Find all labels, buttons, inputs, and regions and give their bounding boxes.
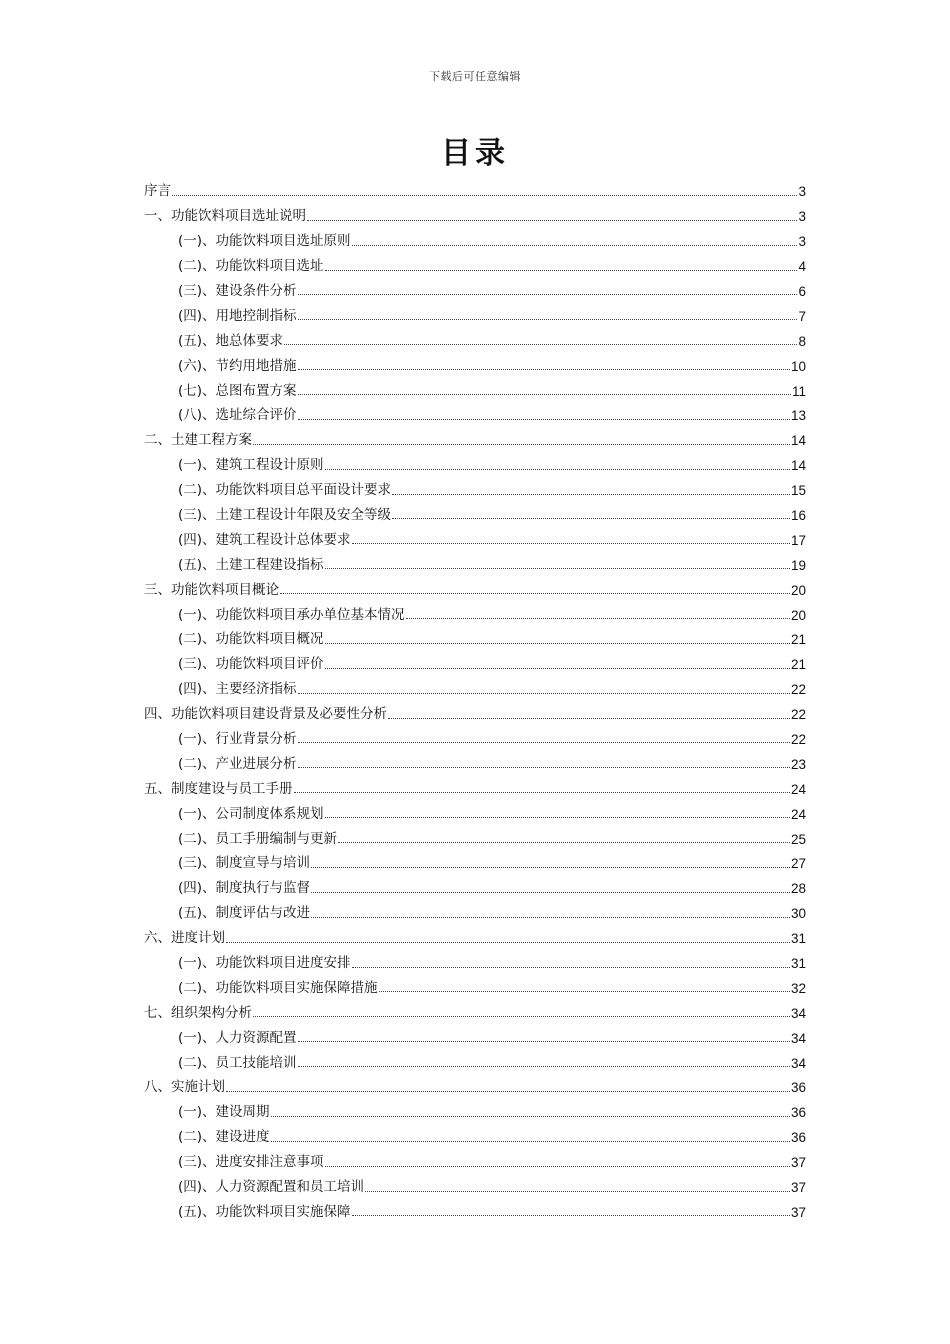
toc-entry-label: (二)、功能饮料项目实施保障措施: [178, 979, 378, 996]
dot-leader: [392, 493, 790, 495]
toc-entry[interactable]: [144, 423, 806, 448]
toc-entry-page: 36: [790, 1105, 806, 1121]
toc-entry-label: (四)、用地控制指标: [178, 307, 297, 324]
toc-entry-label: (七)、总图布置方案: [178, 382, 297, 399]
toc-entry-label: (六)、节约用地措施: [178, 357, 297, 374]
dot-leader: [406, 617, 790, 619]
toc-entry-label: (五)、制度评估与改进: [178, 905, 311, 922]
toc-entry[interactable]: [144, 1195, 806, 1220]
dot-leader: [298, 766, 790, 768]
toc-entry-label: (二)、产业进展分析: [178, 755, 297, 772]
toc-entry-label: 三、功能饮料项目概论: [144, 581, 279, 598]
dot-leader: [253, 1015, 790, 1017]
dot-leader: [311, 891, 790, 893]
toc-entry[interactable]: [144, 448, 806, 473]
toc-entry[interactable]: [144, 722, 806, 747]
toc-entry-page: 8: [798, 333, 806, 349]
toc-entry[interactable]: [144, 647, 806, 672]
toc-entry-label: (二)、功能饮料项目概况: [178, 631, 324, 648]
toc-entry-label: (二)、员工技能培训: [178, 1054, 297, 1071]
toc-entry[interactable]: [144, 896, 806, 921]
toc-entry[interactable]: [144, 199, 806, 224]
toc-entry[interactable]: [144, 672, 806, 697]
toc-entry[interactable]: [144, 1020, 806, 1045]
dot-leader: [307, 219, 797, 221]
dot-leader: [388, 717, 790, 719]
toc-entry-page: 37: [790, 1155, 806, 1171]
toc-entry-label: 八、实施计划: [144, 1079, 225, 1096]
toc-entry-page: 32: [790, 980, 806, 996]
table-of-contents: [144, 174, 806, 1219]
dot-leader: [298, 393, 791, 395]
toc-entry-page: 24: [790, 806, 806, 822]
toc-entry-label: (一)、建设周期: [178, 1104, 270, 1121]
dot-leader: [325, 667, 790, 669]
toc-entry[interactable]: [144, 995, 806, 1020]
toc-entry-page: 15: [790, 483, 806, 499]
header-note: 下载后可任意编辑: [429, 70, 521, 83]
dot-leader: [284, 343, 797, 345]
toc-entry-page: 34: [790, 1030, 806, 1046]
dot-leader: [325, 816, 790, 818]
toc-entry[interactable]: [144, 298, 806, 323]
toc-entry-page: 16: [790, 507, 806, 523]
toc-entry-label: (三)、功能饮料项目评价: [178, 656, 324, 673]
toc-entry-label: (四)、人力资源配置和员工培训: [178, 1179, 365, 1196]
dot-leader: [325, 642, 790, 644]
toc-entry-label: (二)、功能饮料项目总平面设计要求: [178, 482, 392, 499]
dot-leader: [325, 1165, 790, 1167]
dot-leader: [298, 418, 790, 420]
toc-entry-label: 七、组织架构分析: [144, 1004, 252, 1021]
toc-entry[interactable]: [144, 547, 806, 572]
toc-entry-page: 14: [790, 433, 806, 449]
toc-entry[interactable]: [144, 1170, 806, 1195]
toc-entry-label: (五)、土建工程建设指标: [178, 556, 324, 573]
toc-entry-label: (一)、建筑工程设计原则: [178, 457, 324, 474]
dot-leader: [294, 791, 790, 793]
dot-leader: [298, 318, 798, 320]
dot-leader: [298, 1065, 790, 1067]
toc-entry-page: 21: [790, 632, 806, 648]
toc-entry[interactable]: [144, 1095, 806, 1120]
dot-leader: [311, 866, 790, 868]
toc-entry-label: (三)、进度安排注意事项: [178, 1154, 324, 1171]
toc-entry-label: (一)、功能饮料项目进度安排: [178, 955, 351, 971]
toc-entry-page: 20: [790, 582, 806, 598]
dot-leader: [392, 517, 790, 519]
toc-entry-label: (二)、功能饮料项目选址: [178, 258, 324, 275]
toc-entry[interactable]: [144, 697, 806, 722]
toc-entry-page: 22: [790, 707, 806, 723]
toc-entry-page: 3: [798, 209, 806, 225]
toc-entry-label: (一)、人力资源配置: [178, 1029, 297, 1046]
toc-entry[interactable]: [144, 821, 806, 846]
toc-entry-label: (二)、员工手册编制与更新: [178, 830, 338, 847]
toc-entry-page: 37: [790, 1180, 806, 1196]
dot-leader: [298, 293, 798, 295]
dot-leader: [298, 692, 790, 694]
toc-entry-label: (二)、建设进度: [178, 1129, 270, 1146]
toc-entry-page: 36: [790, 1080, 806, 1096]
toc-entry-label: (五)、地总体要求: [178, 332, 284, 349]
toc-entry-page: 7: [798, 308, 806, 324]
toc-entry-label: (三)、土建工程设计年限及安全等级: [178, 506, 392, 523]
toc-entry-page: 23: [790, 756, 806, 772]
toc-entry-label: 五、制度建设与员工手册: [144, 780, 293, 797]
dot-leader: [271, 1115, 790, 1117]
toc-entry[interactable]: [144, 1045, 806, 1070]
toc-entry-page: 11: [791, 383, 806, 399]
dot-leader: [352, 1214, 790, 1216]
dot-leader: [298, 368, 790, 370]
dot-leader: [226, 941, 790, 943]
toc-entry-page: 30: [790, 906, 806, 922]
toc-entry-label: (三)、制度宣导与培训: [178, 855, 311, 872]
dot-leader: [311, 916, 790, 918]
toc-entry-label: 四、功能饮料项目建设背景及必要性分析: [144, 706, 387, 723]
toc-entry[interactable]: [144, 522, 806, 547]
toc-entry[interactable]: [144, 597, 806, 622]
dot-leader: [379, 990, 790, 992]
toc-entry-label: (四)、建筑工程设计总体要求: [178, 531, 351, 548]
toc-entry[interactable]: [144, 323, 806, 348]
toc-entry-page: 10: [790, 358, 806, 374]
toc-entry-label: 六、进度计划: [144, 930, 225, 947]
toc-entry[interactable]: [144, 398, 806, 423]
toc-entry-page: 21: [790, 657, 806, 673]
toc-entry-label: (四)、主要经济指标: [178, 681, 297, 698]
toc-entry[interactable]: [144, 771, 806, 796]
toc-entry-label: 二、土建工程方案: [144, 432, 252, 449]
toc-entry-page: 34: [790, 1055, 806, 1071]
dot-leader: [298, 1040, 790, 1042]
dot-leader: [352, 244, 798, 246]
dot-leader: [325, 269, 798, 271]
dot-leader: [338, 841, 790, 843]
toc-entry-label: (一)、功能饮料项目选址原则: [178, 233, 351, 250]
dot-leader: [253, 443, 790, 445]
toc-entry-page: 36: [790, 1130, 806, 1146]
dot-leader: [352, 966, 790, 968]
toc-entry-page: 24: [790, 781, 806, 797]
toc-entry-label: 序言: [144, 183, 171, 200]
toc-entry[interactable]: [144, 373, 806, 398]
toc-entry[interactable]: [144, 249, 806, 274]
toc-entry[interactable]: [144, 473, 806, 498]
toc-entry[interactable]: [144, 796, 806, 821]
dot-leader: [352, 542, 790, 544]
toc-entry-label: (一)、公司制度体系规划: [178, 805, 324, 822]
toc-entry-label: (三)、建设条件分析: [178, 282, 297, 299]
toc-entry-page: 27: [790, 856, 806, 872]
toc-entry-page: 17: [790, 532, 806, 548]
toc-entry-page: 31: [790, 956, 806, 971]
toc-title: 目录: [441, 136, 509, 171]
toc-entry[interactable]: [144, 572, 806, 597]
toc-entry[interactable]: [144, 498, 806, 523]
toc-entry-page: 22: [790, 731, 806, 747]
toc-entry-label: 一、功能饮料项目选址说明: [144, 208, 306, 225]
dot-leader: [172, 194, 797, 196]
toc-entry-label: (五)、功能饮料项目实施保障: [178, 1203, 351, 1220]
toc-entry[interactable]: [144, 1070, 806, 1095]
toc-entry-page: 22: [790, 682, 806, 698]
toc-entry-page: 3: [798, 184, 806, 200]
toc-entry[interactable]: [144, 846, 806, 871]
dot-leader: [226, 1090, 790, 1092]
toc-entry[interactable]: [144, 174, 806, 199]
toc-entry-page: 34: [790, 1005, 806, 1021]
toc-entry-page: 3: [798, 234, 806, 250]
toc-entry-page: 28: [790, 881, 806, 897]
toc-entry[interactable]: [144, 971, 806, 996]
toc-entry-page: 13: [790, 408, 806, 424]
dot-leader: [271, 1140, 790, 1142]
toc-entry-page: 4: [798, 259, 806, 275]
toc-entry-label: (八)、选址综合评价: [178, 407, 297, 424]
toc-entry-page: 6: [798, 283, 806, 299]
toc-entry-page: 31: [790, 931, 806, 947]
toc-entry-page: 37: [790, 1204, 806, 1220]
toc-entry-page: 14: [790, 458, 806, 474]
toc-entry[interactable]: [144, 871, 806, 896]
toc-entry[interactable]: [144, 622, 806, 647]
dot-leader: [325, 567, 790, 569]
toc-entry[interactable]: [144, 1145, 806, 1170]
toc-entry-page: 20: [790, 607, 806, 623]
dot-leader: [280, 592, 790, 594]
toc-entry-page: 25: [790, 831, 806, 847]
toc-entry[interactable]: [144, 224, 806, 249]
dot-leader: [365, 1190, 790, 1192]
toc-entry[interactable]: [144, 746, 806, 771]
toc-entry-label: (一)、行业背景分析: [178, 730, 297, 747]
toc-entry[interactable]: [144, 921, 806, 946]
toc-entry[interactable]: [144, 274, 806, 299]
toc-entry[interactable]: [144, 946, 806, 971]
toc-entry[interactable]: [144, 1120, 806, 1145]
dot-leader: [325, 468, 790, 470]
toc-entry-label: (四)、制度执行与监督: [178, 880, 311, 897]
toc-entry[interactable]: [144, 348, 806, 373]
toc-entry-page: 19: [790, 557, 806, 573]
dot-leader: [298, 741, 790, 743]
toc-entry-label: (一)、功能饮料项目承办单位基本情况: [178, 606, 405, 623]
